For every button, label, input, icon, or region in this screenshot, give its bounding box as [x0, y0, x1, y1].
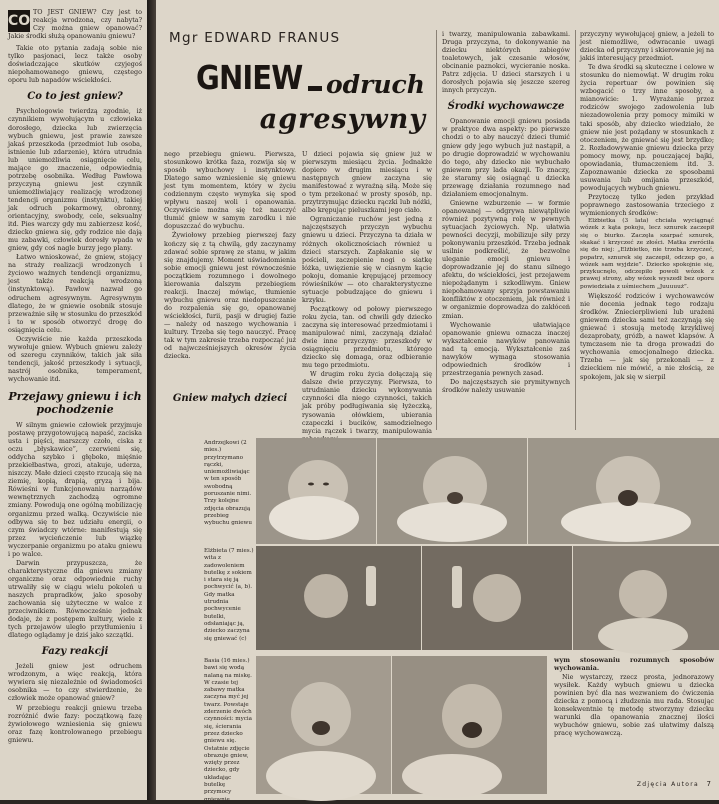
title-gniew: GNIEW — [196, 58, 303, 97]
intro-text: TO JEST GNIEW? Czy jest to reakcja wrodzona, czy nabyta? Czy można gniew opanować? Jakie środki służą opanowaniu gniewu? — [8, 8, 142, 41]
baby-photo-illustration — [256, 438, 376, 544]
photo-basia-1 — [256, 656, 391, 794]
baby-photo-illustration — [392, 656, 547, 794]
intro-block — [8, 8, 142, 40]
heading-gniew-malych-dzieci: Gniew małych dzieci — [172, 393, 288, 404]
title-dash — [308, 86, 322, 91]
paragraph: i twarzy, manipulowania zabawkami. Druga przyczyna, to dokonywanie na dziecku niektórych zabiegów toaletowych, jak czesanie włosów, obcinanie paznokci, wycieranie noska. Patrz zdjęcia. U dzieci starszych i u dorosłych pojawia się jeszcze szereg innych przyczyn. — [442, 30, 570, 95]
paragraph: Gniewne wzburzenie — w formie opanowanej — odgrywa niewątpliwie również pozytywną rolę w pewnych sytuacjach życiowych. Np. ułatwia pewności decyzji, mobilizuje siły przy pokonywaniu przeszkód. Trzeba jednak usilnie podkreślić, że bezwolne uleganie emocji gniewu i doprowadzanie jej do stanu silnego afektu, do wściekłości, jest przejawem niepożądanym i szkodliwym. Gniew niepohamowany sprzyja powstawaniu konfliktów z otoczeniem, jak również i w organizmie doprowadza do zakłóceń zmian. — [442, 198, 570, 320]
heading-przejawy: Przejawy gniewu i ich pochodzenie — [8, 390, 142, 417]
paragraph: nego przebiegu gniewu. Pierwsza, stosunkowo krótka faza, rozwija się w sposób wybuchowy i instynktowy. Dlatego samo wzniesienie się gniewu jest tym momentem, który w życiu codziennym często wymyka się spod wpływu naszej woli i opanowania. Oczywiście można się też nauczyć tłumić gniew w samym zarodku i nie dopuszczać do wybuchu. — [164, 150, 296, 231]
paragraph: W drugim roku życia dołączają się dalsze dwie przyczyny. Pierwsza, to utrudnianie dziecku wykonywania czynności dla niego czynności, takich jak próby podługiwania się łyżeczką, rysowania ołówkiem, ubierania czapeczki i bucików, samodzielnego mycia rączek i twarzy, manipulowania — [302, 370, 432, 435]
baby-photo-illustration — [422, 546, 572, 650]
heading-co-to-jest-gniew: Co to jest gniew? — [27, 91, 123, 103]
paragraph: Początkowy od połowy pierwszego roku życia, tan. od chwili gdy dziecko zaczyna się interesować przedmiotami i manipulować nimi, zaczynają działać dwie inne przyczyny: przeszkody w osiągnięciu przedmiotu, którego dziecko się domaga, oraz odbieranie mu tego przedmiotu. — [302, 304, 432, 370]
paragraph: Jeżeli gniew jest odruchem wrodzonym, a więc reakcją, która wywiera się niezależnie od świadomości osobnika — to czy stwierdzenie, że człowiek może opanować gniew? — [8, 662, 142, 703]
paragraph: Wychowanie ułatwiające opanowanie gniewu oznacza inaczej wykształcenie nawyków panowania nad tą emocją. Wykształcenie zaś nawyków wymaga stosowania odpowiednich środków i przestrzegania pewnych zasad. — [442, 320, 570, 377]
caption-andrzejek: Andrzejkowi (2 mies.) przytrzymano rączki, uniemożliwiając w ten sposób swobodną poruszanie nimi. Trzy kolejne zdjęcia obrazują przebieg wybuchu gniewu — [204, 440, 252, 527]
column-rule — [436, 30, 437, 430]
paragraph: Psychologowie twierdzą zgodnie, iż czynnikiem wywołującym u człowieka dorosłego, dziecka lub zwierzęcia wybuch gniewu, jest prawie zawsze jakaś przeszkoda (przedmiot lub osoba, istnienie lub zdarzenie), która utrudnia lub uniemożliwia osiągnięcie celu, mające go znaczenie, odpowiednią potrzebę osobnika. Według Pawłowa przyczyną gniewu jest czynnik uniemożliwiający realizację wrodzonej tendencji organizmu (instynktu), takiej jak odruch pokarmowy, obronny, orientacyjny, swobody, cele, seksualny itd. Pies warczy gdy mu zabierzesz kość, dziecko gniewa się, gdy rodzice nie dają mu zabawki, człowiek dorosły wpada w gniew, gdy coś nagle burzy jego plany. — [8, 107, 142, 253]
right-column — [442, 30, 570, 435]
paragraph: Oczywiście nie każda przeszkoda wywołuje gniew. Wybuch gniewu zależy od szeregu czynników, takich jak siła tendencji, jakość przeszkody i sytuacji, nastrój osobnika, temperament, wychowanie itd. — [8, 334, 142, 383]
paragraph: Do najczęstszych sie prymitywnych środków należy usuwanie — [442, 377, 570, 394]
baby-photo-illustration — [528, 438, 719, 544]
caption-basia: Basia (16 mies.) bawi się wodą nalaną na miskę. W czasie tej zabawy matka zaczyna myć jej twarz. Powstaje zderzenie dwóch czynności: mycia się, ścierania przez dziecko gniewu się. Ostatnie zdjęcie obrazuje gniew, wzięty przez dziecko, gdy układając butelkę przymocy gniewnie — [204, 658, 252, 803]
heading-fazy-reakcji: Fazy reakcji — [41, 646, 109, 658]
photo-basia-2 — [392, 656, 547, 794]
baby-photo-illustration — [573, 546, 719, 650]
paragraph: U dzieci pojawia się gniew już w pierwszym miesiącu życia. Jednakże dopiero w drugim miesiącu i w następnych gniew zaczyna się manifestować z wyraźną siłą. Może się o tym przekonać w prosty sposób, np. przytrzymując dziecku rączki lub nóżki, albo krępując pieluszkami jego ciało. — [302, 150, 432, 215]
photo-andrzejek-3 — [528, 438, 719, 544]
heading-srodki-wychowawcze: Środki wychowawcze — [447, 101, 565, 113]
caption-elzbieta: Elżbieta (7 mies.) wita z zadowoleniem butelkę z sokiem i stara się ją pochwycić (a, b). Gdy matka utrudnia pochwycenie butelki, odsłaniając ją, dziecko zaczyna się gniewać (c) — [204, 548, 254, 642]
paragraph: Opanowanie emocji gniewu posiada w praktyce dwa aspekty: po pierwsze chodzi o to aby nauczyć dzieci tłumić gniew gdy jego wybuch już nastąpił, a po drugie doprowadzić w wychowaniu do tego, aby dziecko nie wybuchało gniewem przy lada okazji. To znaczy, że staramy się osiągnąć u dziecka przewagę działania rozumnego nad działaniem emocjonalnym. — [442, 117, 570, 198]
column-rule — [575, 30, 576, 430]
title-agresywny: agresywny — [259, 104, 426, 135]
paragraph: W przebiegu reakcji gniewu trzeba rozróżnić dwie fazy: początkową fazę żywiołowego wzniesienia się gniewu oraz fazę kontrolowanego przebiegu gniewu. — [8, 703, 142, 744]
paragraph: Łatwo wnioskować, że gniew, stojący na straży realizacji wrodzonych i życiowo ważnych tendencji organizmu, jest także reakcją wrodzoną (instynktową). Pawłow nazwał go odruchem agresywnym. Agresywnym dlatego, że w gniewie osobnik stosuje przeważnie siłę w stosunku do przeszkód i to w sposób otworzyć drogę do osiągnięcia celu. — [8, 253, 142, 334]
center-gutter — [147, 0, 156, 800]
baby-photo-illustration — [377, 438, 527, 544]
page-number: 7 — [706, 780, 711, 788]
paragraph: przyczyny wywołującej gniew, a jeżeli to jest niemożliwe, odwracanie uwagi dziecka od przyczyny i skierowanie jej na jakiś interesujący przedmiot. — [580, 30, 714, 63]
photo-andrzejek-1 — [256, 438, 376, 544]
paragraph: W silnym gniewie człowiek przyjmuje postawę przygotowującą napaść, zaciska usta i pięści, marszczy czoło, ciska z oczu „błyskawice”, czerwieni się, oddycha szybko i głęboko, mięśnie przekiełbastwa, grozi, atakuje, uderza, niszczy. Małe dzieci często rzucają się na ziemię, kopią, drapią, gryzą i bija. Rówieśni w funkcjonowaniu narządów wewnętrznych zachodzą ogromne zmiany. Powodują one ogólną mobilizację organizmu przed walką. Oczywiście nie odbywa się to bez udziału energii, o czym świadczy wtórne: manifestują się przez wycieńczenie lub wiązkę wyczerpanie organizmu po ataku gniewu i po walce. — [8, 421, 142, 558]
photo-elzbieta-3 — [573, 546, 719, 650]
intro-text-2: Takie oto pytania zadają sobie nie tylko pasjonaci, lecz także osoby doświadczające skutków czyjegoś niepohamowanego gniewu, częstego oporu lub napadów wściekłości. — [8, 44, 142, 85]
baby-photo-illustration — [256, 656, 391, 794]
intro-dropcap: CO — [8, 10, 30, 32]
paragraph: Przytoczę tylko jeden przykład poprawnego zastosowania trzeciego z wymienionych środków: — [580, 192, 714, 218]
paragraph: Ograniczanie ruchów jest jedną z najczęstszych przyczyn wybuchu gniewu u dzieci. Przyczyna ta działa w różnych okolicznościach również u dzieci starszych. Zapłakanie się w pościeli, zaczepienie nogi o siatkę łóżka, uwięzienie się w ciasnym kącie pokoju, domanie krępującej przemocy rówieśników — oto charakterystyczne sytuacje pobudzające do gniewu i krzyku. — [302, 215, 432, 304]
paragraph: Większość rodziców i wychowawców nie docenia jednak tego rodzaju środków. Zniecierpliwieni lub urażeni gniewem dziecka sami też zaczynają się gniewać i stosują metodę krzykliwej dezaprobaty, gróźb, a nawet klapsów. A tymczasem nie ta droga prowadzi do wychowania emocjonalnego dziecka. Trzeba — jak się przekonali — z dzieckiem nie mówić, a nie złością, ze spokojem, jak się w sierpil — [580, 292, 714, 381]
paragraph: Te dwa środki są skuteczne i celowe w stosunku do niemowląt. W drugim roku życia repertuar ów powinien się wzbogacić o trzy inne sposoby, a mianowicie: 1. Wyrażanie przez rodziców swojego zadowolenia lub niezadowolenia przy pomocy mimiki w taki sposób, aby dziecko wiedziało, że gniew nie jest pożądany w stosunkach z otoczeniem, że gniewać się jest brzydko; 2. Rozładowywanie gniewu dziecka przy pomocy mowy, np. pouczającej bajki, opowiadania, tłumaczeniem itd. 3. Zapoznawanie dziecka ze sposobami usuwania lub omijania przeszkód, powodujących wybuch gniewu. — [580, 63, 714, 192]
paragraph: Żywiołowy przebieg pierwszej fazy kończy się z tą chwilą, gdy zaczynamy zdawać sobie sprawę ze stanu, w jakim się znajdujemy. Moment uświadomienia sobie emocji gniewu jest równocześnie początkiem rozumnego i dowolnego kierowania dalszym przebiegiem reakcji. Inaczej mówiąc, tłumienie wybuchu gniewu oraz niedopuszczanie do rozpalenia się go, opanowanej wściekłości, furii, pasji w drugiej fazie — należy od naszego wychowania i kultury. Trzeba się tego nauczyć. Pracę tak w tym zakresie trzeba rozpocząć już od najwcześniejszych okresów życia dziecka. — [164, 231, 296, 361]
photo-elzbieta-2 — [422, 546, 572, 650]
photo-credit: Zdjęcia Autora — [636, 781, 699, 788]
example-paragraph: Elżbietka (3 lata) chciała wyciągnąć wózek z kąta pokoju, lecz sznurek zaczepił się o biurko. Zaczęła szarpać sznurek, skakać i krzyczeć ze złości. Matka zwróciła się do niej: „Elżbietko, nie trzeba krzyczeć, popatrz, sznurek się zaczepił, odczep go, a wózek sam wyjdzie”. Dziecko spokojnie się, przykucnęło, odczepiło powoli wózek z prawej strony, aby wózek wyszedł bez oporu powiedziała z uśmiechem „Juuuuuż”. — [580, 218, 714, 290]
photo-andrzejek-2 — [377, 438, 527, 544]
middle-column-b — [302, 150, 432, 435]
paragraph: Darwin przypuszcza, że charakterystyczne dla gniewu zmiany organiczne oraz odpowiednie ruchy utrwaliły się w ciągu wielu pokoleń u naszych prapradków, jako sposoby zachowania się użyteczne w walce z przeciwnikiem. Równocześnie jednak dodaje, że z postępem kultury, wiele z tych przejawów uległo przytłumieniu i dlatego oglądamy je dziś jako szczątki. — [8, 558, 142, 640]
author-name: Mgr EDWARD FRANUS — [169, 30, 341, 46]
photo-elzbieta-1 — [256, 546, 421, 650]
right-page — [156, 0, 719, 803]
far-right-column — [580, 30, 714, 435]
title-odruch: odruch — [326, 70, 425, 99]
paragraph: Nie wystarczy, rzecz prosta, jednorazowy wysiłek. Każdy wybuch gniewu u dziecka powinien być dla nas wezwaniem do ćwiczenia dziecka z pomocą i złudzenia mu rada. Stosując konsekwentnie tę metodę stworzymy dziecku warunki dla opanowania znacznej ilości wybuchów gniewu, sobie zaś ułatwimy dalszą pracę wychowawczą. — [554, 673, 714, 738]
bottom-right-column — [554, 656, 714, 776]
paragraph: wym stosowaniu rozumnych sposobów wychowania. — [554, 656, 714, 673]
baby-photo-illustration — [256, 546, 421, 650]
left-column — [8, 8, 142, 798]
